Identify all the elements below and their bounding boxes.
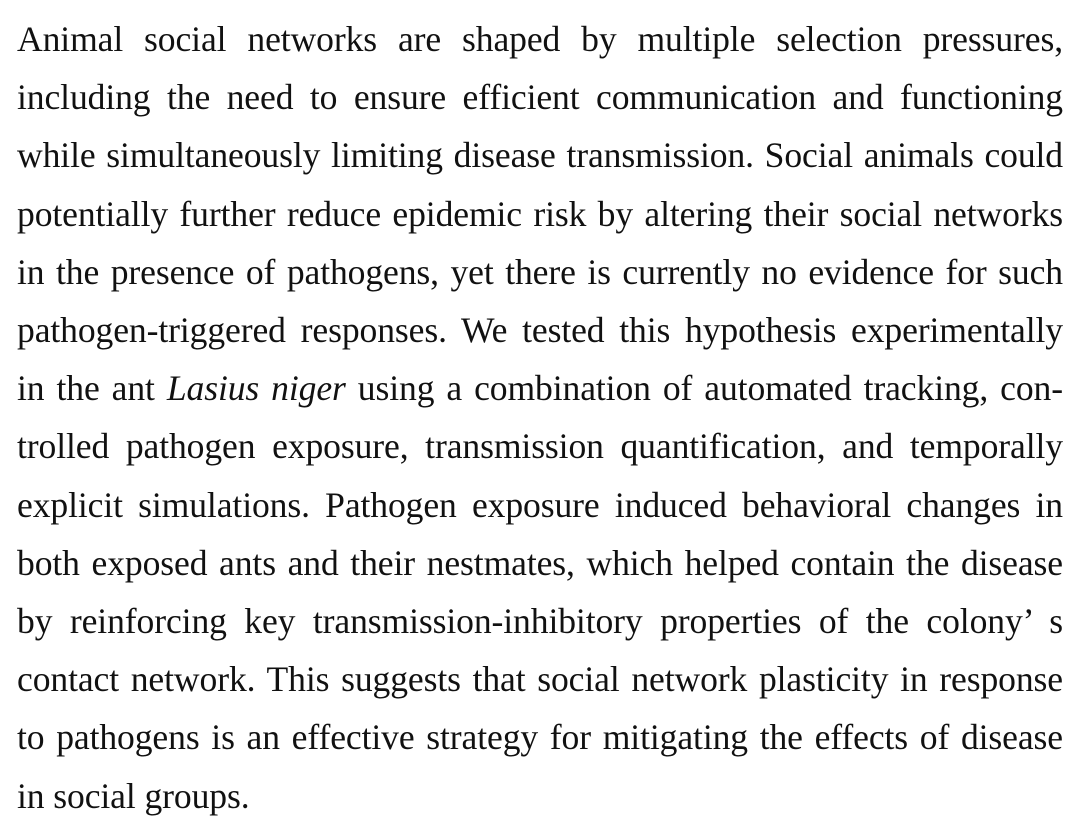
abstract-line-2: including the need to ensure efficient communication and functioning — [17, 77, 1063, 118]
abstract-line-14: in social groups. — [17, 775, 250, 816]
abstract-line-8: trolled pathogen exposure, transmission quantification, and temporally — [17, 426, 1063, 467]
abstract-line-1: Animal social networks are shaped by multiple selection pressures, — [17, 19, 1063, 59]
abstract-line-9: explicit simulations. Pathogen exposure induced behavioral changes in — [17, 484, 1063, 525]
abstract-line-7 — [17, 359, 1063, 417]
species-name-italic: Lasius niger — [166, 368, 346, 409]
abstract-line-3: while simultaneously limiting disease transmission. Social animals could — [17, 135, 1063, 176]
line-7-trail-text: using a combination of automated tracking, con- — [345, 368, 1063, 409]
line-7-lead-text: in the ant — [17, 368, 167, 409]
abstract-paragraph — [17, 10, 1063, 825]
abstract-line-11: by reinforcing key transmission-inhibitory properties of the colony’ s — [17, 601, 1063, 642]
abstract-line-10: both exposed ants and their nestmates, which helped contain the disease — [17, 542, 1063, 583]
abstract-line-5: in the presence of pathogens, yet there is currently no evidence for such — [17, 251, 1063, 292]
abstract-line-13: to pathogens is an effective strategy for mitigating the effects of disease — [17, 717, 1063, 758]
abstract-line-4: potentially further reduce epidemic risk by altering their social networks — [17, 193, 1063, 234]
abstract-line-6: pathogen-triggered responses. We tested this hypothesis experimentally — [17, 310, 1063, 351]
abstract-line-12: contact network. This suggests that social network plasticity in response — [17, 659, 1063, 700]
